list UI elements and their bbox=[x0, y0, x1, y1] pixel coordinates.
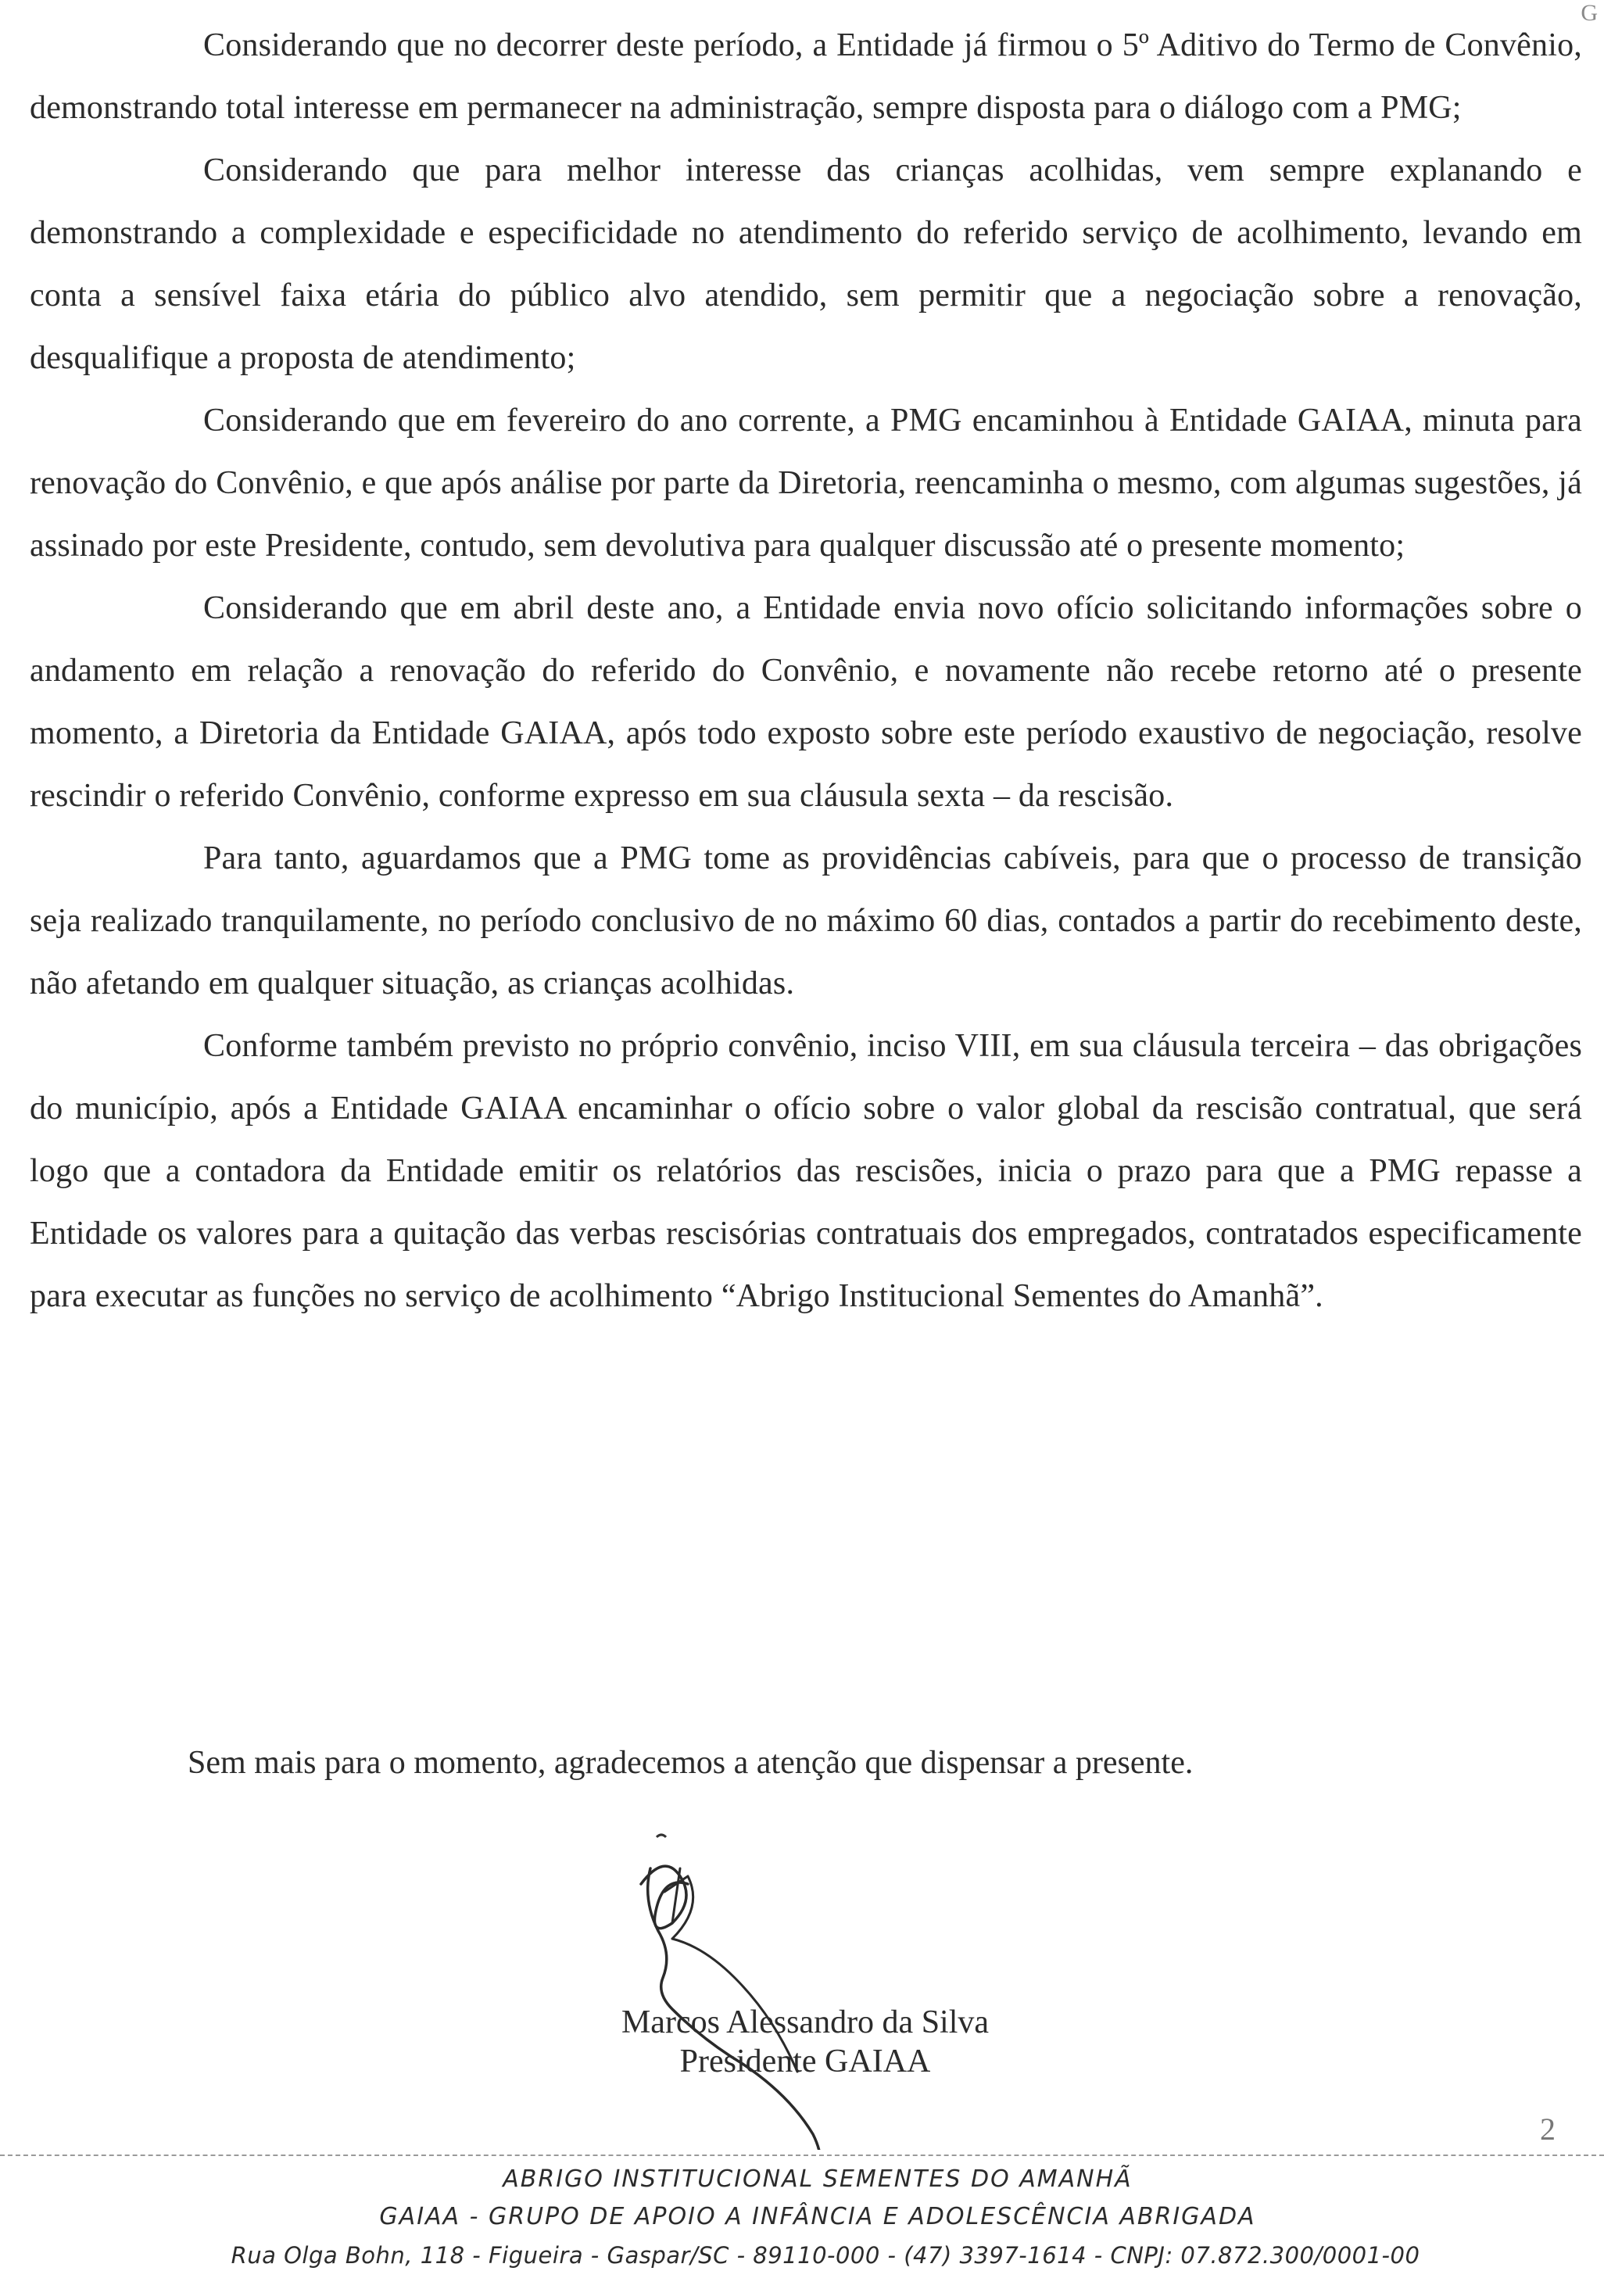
footer-organization: ABRIGO INSTITUCIONAL SEMENTES DO AMANHÃ bbox=[503, 2165, 1133, 2193]
footer-address: Rua Olga Bohn, 118 - Figueira - Gaspar/SC - 89110-000 - (47) 3397-1614 - CNPJ: 07.872.300/0001-00 bbox=[231, 2242, 1420, 2269]
paragraph-4: Considerando que em abril deste ano, a Entidade envia novo ofício solicitando informações sobre o andamento em relação a renovação do referido do Convênio, e novamente não recebe retorno até o presente momento, a Diretoria da Entidade GAIAA, após todo exposto sobre este período exaustivo de negociação, resolve rescindir o referido Convênio, conforme expresso em sua cláusula sexta – da rescisão. bbox=[30, 590, 1582, 814]
signer-title: Presidente GAIAA bbox=[679, 2043, 931, 2079]
paragraph-6: Conforme também previsto no próprio convênio, inciso VIII, em sua cláusula terceira – das obrigações do município, após a Entidade GAIAA encaminhar o ofício sobre o valor global da rescisão contratual, que será logo que a contadora da Entidade emitir os relatórios das rescisões, inicia o prazo para que a PMG repasse a Entidade os valores para a quitação das verbas rescisórias contratuais dos empregados, contratados especificamente para executar as funções no serviço de acolhimento “Abrigo Institucional Sementes do Amanhã”. bbox=[30, 1028, 1582, 1314]
letter-body bbox=[30, 14, 1582, 1327]
paragraph-1: Considerando que no decorrer deste período, a Entidade já firmou o 5º Aditivo do Termo de Convênio, demonstrando total interesse em permanecer na administração, sempre disposta para o diálogo com a PMG; bbox=[30, 27, 1582, 126]
corner-mark: G bbox=[1581, 0, 1598, 26]
closing-line: Sem mais para o momento, agradecemos a atenção que dispensar a presente. bbox=[188, 1745, 1194, 1781]
footer-divider bbox=[0, 2155, 1604, 2156]
paragraph-3: Considerando que em fevereiro do ano corrente, a PMG encaminhou à Entidade GAIAA, minuta para renovação do Convênio, e que após análise por parte da Diretoria, reencaminha o mesmo, com algumas sugestões, já assinado por este Presidente, contudo, sem devolutiva para qualquer discussão até o presente momento; bbox=[30, 403, 1582, 564]
footer-group-name: GAIAA - GRUPO DE APOIO A INFÂNCIA E ADOLESCÊNCIA ABRIGADA bbox=[379, 2203, 1256, 2230]
paragraph-2: Considerando que para melhor interesse das crianças acolhidas, vem sempre explanando e demonstrando a complexidade e especificidade no atendimento do referido serviço de acolhimento, levando em conta a sensível faixa etária do público alvo atendido, sem permitir que a negociação sobre a renovação, desqualifique a proposta de atendimento; bbox=[30, 152, 1582, 376]
paragraph-5: Para tanto, aguardamos que a PMG tome as providências cabíveis, para que o processo de transição seja realizado tranquilamente, no período conclusivo de no máximo 60 dias, contados a partir do recebimento deste, não afetando em qualquer situação, as crianças acolhidas. bbox=[30, 840, 1582, 1001]
page-number: 2 bbox=[1540, 2112, 1556, 2147]
signer-block bbox=[532, 2003, 1079, 2081]
handwritten-signature bbox=[610, 1821, 938, 2150]
signer-name: Marcos Alessandro da Silva bbox=[621, 2004, 990, 2040]
letterhead-footer bbox=[0, 2161, 1604, 2275]
